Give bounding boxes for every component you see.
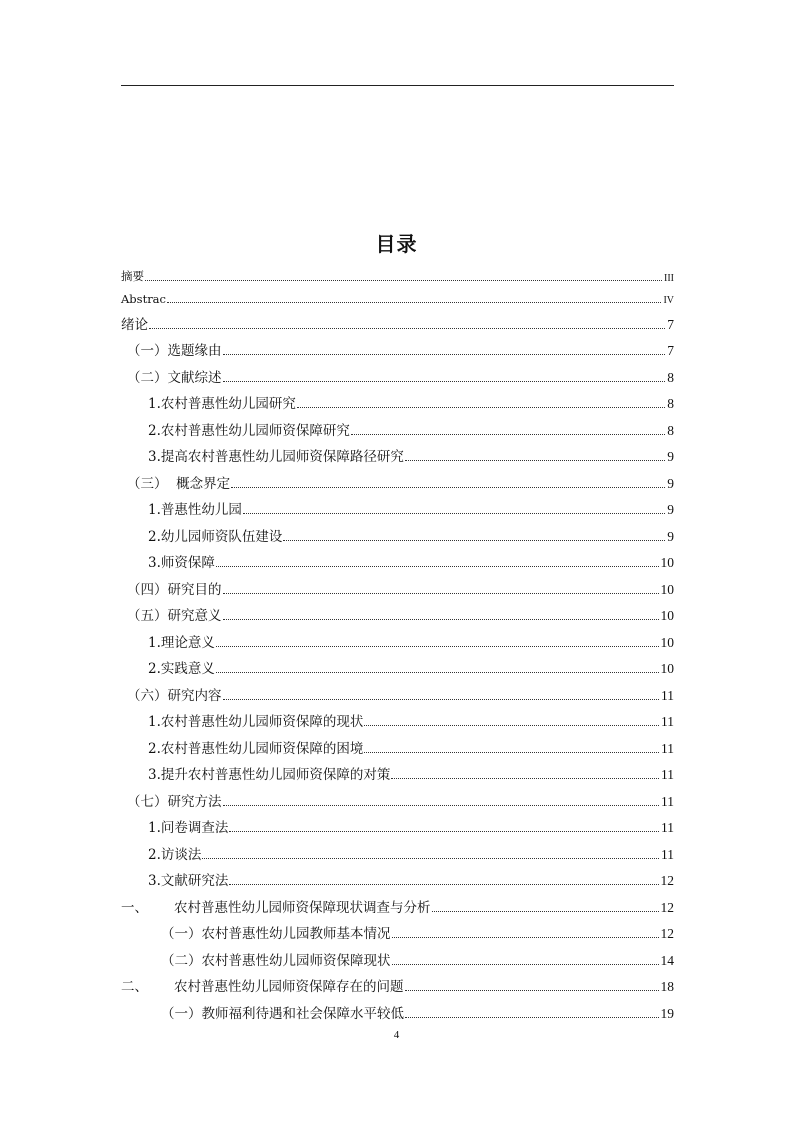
toc-entry-label: Abstrac [121, 292, 166, 306]
toc-entry-label: 1.农村普惠性幼儿园师资保障的现状 [148, 714, 364, 730]
dot-leader [392, 937, 659, 938]
dot-leader [223, 381, 666, 382]
toc-entry-label: 3.提高农村普惠性幼儿园师资保障路径研究 [148, 449, 404, 465]
toc-entry-label: 绪论 [121, 316, 148, 333]
toc-entry-page: 9 [667, 475, 674, 491]
toc-entry-page: 8 [667, 422, 674, 438]
toc-entry-page: 10 [660, 634, 674, 650]
chapter-number: 一、 [121, 899, 148, 916]
toc-entry-label [121, 975, 404, 996]
toc-entry-label: （一）选题缘由 [127, 343, 222, 359]
dot-leader [364, 752, 659, 753]
toc-entry-label: 3.文献研究法 [148, 873, 229, 889]
toc-entry[interactable] [121, 784, 674, 811]
toc-entry[interactable] [121, 943, 674, 970]
toc-entry-label: 3.提升农村普惠性幼儿园师资保障的对策 [148, 767, 391, 783]
toc-entry-page: 9 [667, 502, 674, 517]
toc-entry-page: 12 [660, 899, 674, 915]
toc-entry-label: 1.农村普惠性幼儿园研究 [148, 396, 296, 412]
toc-entry-label: 1.理论意义 [148, 634, 215, 651]
toc-entry-page: 11 [661, 793, 674, 809]
toc-entry[interactable] [121, 678, 674, 705]
toc-entry-page: 7 [667, 316, 674, 332]
dot-leader [351, 434, 665, 435]
toc-entry-label: 1.问卷调查法 [148, 820, 229, 836]
dot-leader [405, 460, 665, 461]
toc-entry[interactable] [121, 546, 674, 573]
toc-entry-page: 10 [660, 555, 674, 570]
toc-entry-page: 7 [667, 343, 674, 358]
toc-entry-label: 1.普惠性幼儿园 [148, 502, 242, 518]
toc-entry-page: 12 [660, 873, 674, 888]
dot-leader [223, 354, 666, 355]
dot-leader [223, 593, 659, 594]
toc-entry[interactable] [121, 466, 674, 493]
toc-entry[interactable] [121, 440, 674, 467]
toc-entry-label: 3.师资保障 [148, 555, 215, 571]
toc-entry-page: 10 [660, 581, 674, 597]
toc-entry-label: （四）研究目的 [127, 581, 222, 598]
toc-entry-label: （三） 概念界定 [127, 475, 231, 492]
toc-entry-page: 12 [660, 926, 674, 941]
toc-entry-label: 2.幼儿园师资队伍建设 [148, 528, 283, 545]
header-rule [121, 85, 674, 86]
dot-leader [364, 725, 659, 726]
toc-entry[interactable] [121, 519, 674, 546]
toc-entry-page: 10 [660, 608, 674, 623]
dot-leader [392, 964, 659, 965]
toc-entry-page: 11 [661, 687, 674, 703]
toc-entry[interactable] [121, 758, 674, 785]
toc-entry-page: 11 [661, 767, 674, 782]
chapter-number: 二、 [121, 979, 148, 995]
toc-entry-page: 9 [667, 449, 674, 464]
toc-entry-label: （一）教师福利待遇和社会保障水平较低 [161, 1005, 404, 1022]
toc-entry-page: 11 [661, 714, 674, 729]
dot-leader [223, 699, 660, 700]
toc-entry[interactable] [121, 837, 674, 864]
toc-entry-page: 8 [667, 396, 674, 411]
dot-leader [432, 911, 659, 912]
toc-entry[interactable] [121, 705, 674, 732]
toc-entry-label: （二）农村普惠性幼儿园师资保障现状 [161, 952, 391, 969]
toc-entry[interactable] [121, 285, 674, 307]
dot-leader [145, 280, 662, 281]
dot-leader [216, 646, 659, 647]
dot-leader [216, 672, 659, 673]
dot-leader [167, 302, 661, 303]
dot-leader [231, 487, 665, 488]
toc-entry-page: 14 [660, 952, 674, 968]
toc-entry[interactable] [121, 890, 674, 917]
dot-leader [229, 831, 659, 832]
toc-entry-page: 19 [660, 1005, 674, 1021]
toc-entry-label: 2.实践意义 [148, 661, 215, 677]
chapter-title: 农村普惠性幼儿园师资保障存在的问题 [174, 979, 404, 995]
toc-entry[interactable] [121, 334, 674, 361]
toc-entry[interactable] [121, 493, 674, 520]
dot-leader [391, 778, 659, 779]
toc-entry-page: 11 [661, 740, 674, 756]
toc-entry-label: 2.农村普惠性幼儿园师资保障研究 [148, 422, 350, 439]
toc-entry[interactable] [121, 625, 674, 652]
toc-entry[interactable] [121, 811, 674, 838]
dot-leader [216, 566, 659, 567]
toc-entry-label: （六）研究内容 [127, 687, 222, 704]
table-of-contents [121, 263, 674, 1023]
toc-entry-label: 摘要 [121, 269, 144, 283]
chapter-title: 农村普惠性幼儿园师资保障现状调查与分析 [174, 899, 431, 916]
toc-entry[interactable] [121, 970, 674, 997]
toc-entry-label [121, 896, 431, 917]
toc-entry-label: （七）研究方法 [127, 793, 222, 810]
toc-entry-label: （二）文献综述 [127, 369, 222, 386]
page-number: 4 [393, 1029, 400, 1041]
toc-entry-page: 18 [660, 979, 674, 994]
toc-entry[interactable] [121, 360, 674, 387]
toc-entry-page: IV [663, 295, 674, 306]
toc-entry-label: （一）农村普惠性幼儿园教师基本情况 [161, 926, 391, 942]
toc-entry[interactable] [121, 599, 674, 626]
dot-leader [405, 1017, 659, 1018]
dot-leader [229, 884, 658, 885]
toc-entry-page: 10 [660, 661, 674, 676]
toc-entry[interactable] [121, 864, 674, 891]
dot-leader [243, 513, 665, 514]
toc-entry-page: 9 [667, 528, 674, 544]
page-title: 目录 [375, 232, 418, 256]
toc-entry[interactable] [121, 307, 674, 334]
toc-entry[interactable] [121, 387, 674, 414]
toc-entry[interactable] [121, 652, 674, 679]
toc-entry[interactable] [121, 413, 674, 440]
toc-entry-page: 11 [661, 820, 674, 835]
toc-entry[interactable] [121, 263, 674, 285]
dot-leader [149, 328, 665, 329]
dot-leader [202, 858, 659, 859]
toc-entry-label: 2.农村普惠性幼儿园师资保障的困境 [148, 740, 364, 757]
toc-entry-label: 2.访谈法 [148, 846, 202, 863]
dot-leader [297, 407, 665, 408]
toc-entry-page: III [664, 273, 674, 284]
dot-leader [405, 990, 659, 991]
toc-entry[interactable] [121, 731, 674, 758]
toc-entry-page: 8 [667, 369, 674, 385]
toc-entry[interactable] [121, 572, 674, 599]
dot-leader [223, 805, 660, 806]
dot-leader [223, 619, 659, 620]
toc-entry-label: （五）研究意义 [127, 608, 222, 624]
dot-leader [283, 540, 665, 541]
toc-entry-page: 11 [661, 846, 674, 862]
toc-entry[interactable] [121, 996, 674, 1023]
toc-entry[interactable] [121, 917, 674, 944]
